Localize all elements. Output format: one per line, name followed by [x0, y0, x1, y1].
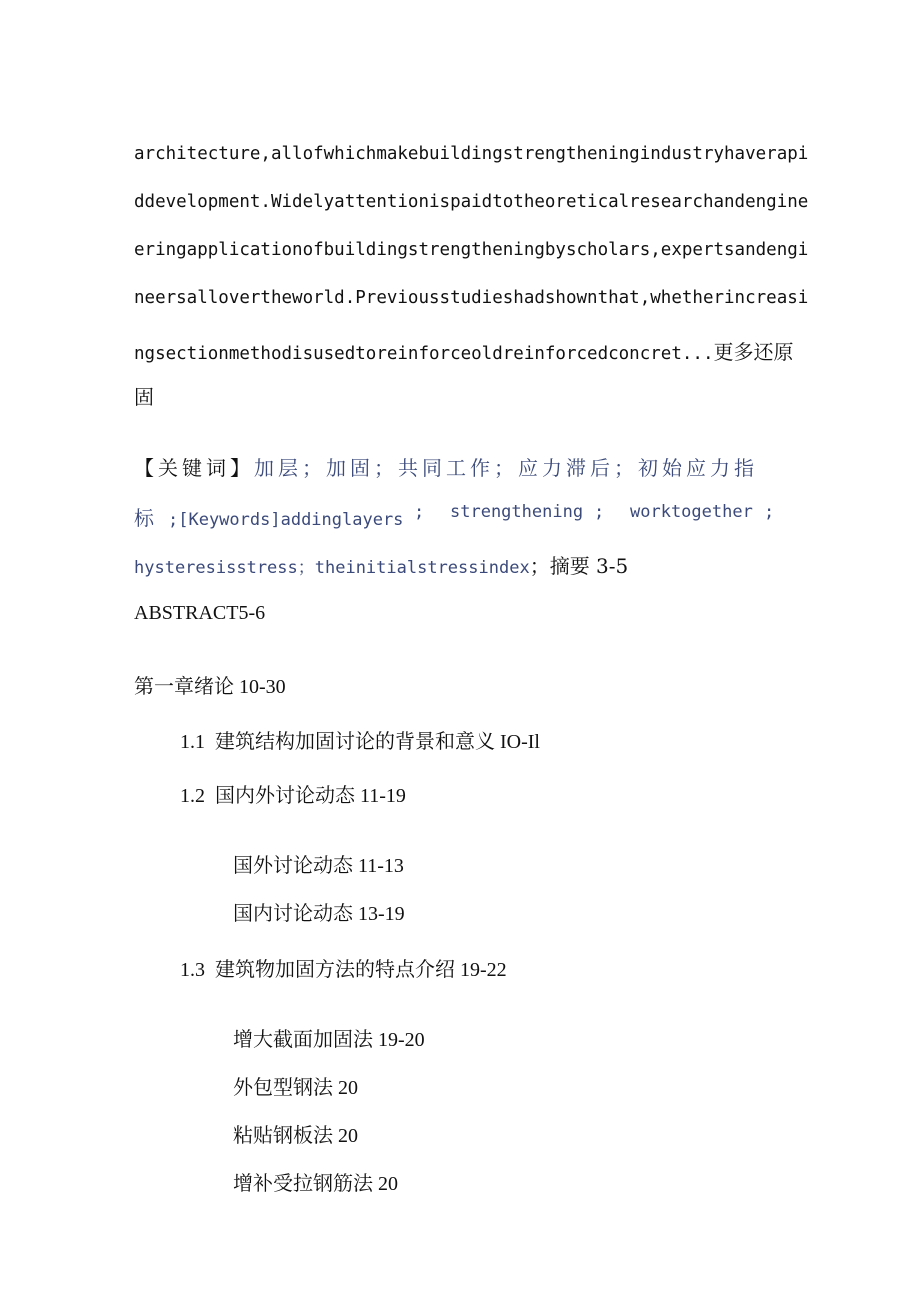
- toc-section-1-3-enlarge: 增大截面加固法 19-20: [233, 1029, 425, 1051]
- keywords-line-3: [134, 550, 628, 579]
- abstract-line-4: neersallovertheworld.Previousstudieshadshownthat,whetherincreasi: [134, 288, 809, 308]
- keyword-sep-3: ;: [764, 502, 775, 522]
- abstract-line-5-text: ngsectionmethodisusedtoreinforceoldreinforcedconcret...: [134, 344, 714, 364]
- abstract-last-char: 固: [134, 385, 154, 409]
- toc-section-1-3: 1.3 建筑物加固方法的特点介绍 19-22: [180, 959, 507, 981]
- keyword-adding-layers: addinglayers: [280, 510, 404, 530]
- abstract-line-1: architecture,allofwhichmakebuildingstrengtheningindustryhaverapi: [134, 144, 809, 164]
- toc-chapter-1: 第一章绪论 10-30: [134, 676, 286, 698]
- toc-section-1-3-rebar: 增补受拉钢筋法 20: [233, 1173, 398, 1195]
- keywords-cn: 加层；加固；共同工作；应力滞后；初始应力指: [254, 456, 758, 480]
- keywords-label: 【关键词】: [134, 456, 254, 480]
- toc-section-1-1: 1.1 建筑结构加固讨论的背景和意义 IO-Il: [180, 731, 540, 753]
- more-link[interactable]: 更多还原: [713, 340, 794, 364]
- keyword-strengthening: strengthening: [450, 502, 584, 522]
- toc-section-1-3-steel-wrap: 外包型钢法 20: [233, 1077, 358, 1099]
- toc-abstract-cn: ；摘要 3-5: [529, 554, 629, 578]
- abstract-line-5: [134, 336, 793, 365]
- keywords-en-label: ;[Keywords]: [168, 510, 281, 530]
- abstract-line-3: eringapplicationofbuildingstrengtheningbyscholars,expertsandengi: [134, 240, 809, 260]
- keywords-line-2: [134, 502, 784, 531]
- keywords-cn-end: 标: [134, 506, 158, 530]
- toc-section-1-3-steel-plate: 粘贴钢板法 20: [233, 1125, 358, 1147]
- toc-section-1-2-domestic: 国内讨论动态 13-19: [233, 903, 405, 925]
- keyword-sep-1: ;: [414, 502, 425, 522]
- keywords-line-1: [134, 452, 758, 481]
- toc-section-1-2: 1.2 国内外讨论动态 11-19: [180, 785, 406, 807]
- keyword-sep-2: ;: [594, 502, 605, 522]
- keywords-en-line3: hysteresisstress；theinitialstressindex: [134, 558, 530, 578]
- keyword-work-together: worktogether: [630, 502, 753, 522]
- toc-section-1-2-foreign: 国外讨论动态 11-13: [233, 855, 404, 877]
- toc-abstract-en: ABSTRACT5-6: [134, 602, 266, 624]
- abstract-line-2: ddevelopment.Widelyattentionispaidtotheoreticalresearchandengine: [134, 192, 809, 212]
